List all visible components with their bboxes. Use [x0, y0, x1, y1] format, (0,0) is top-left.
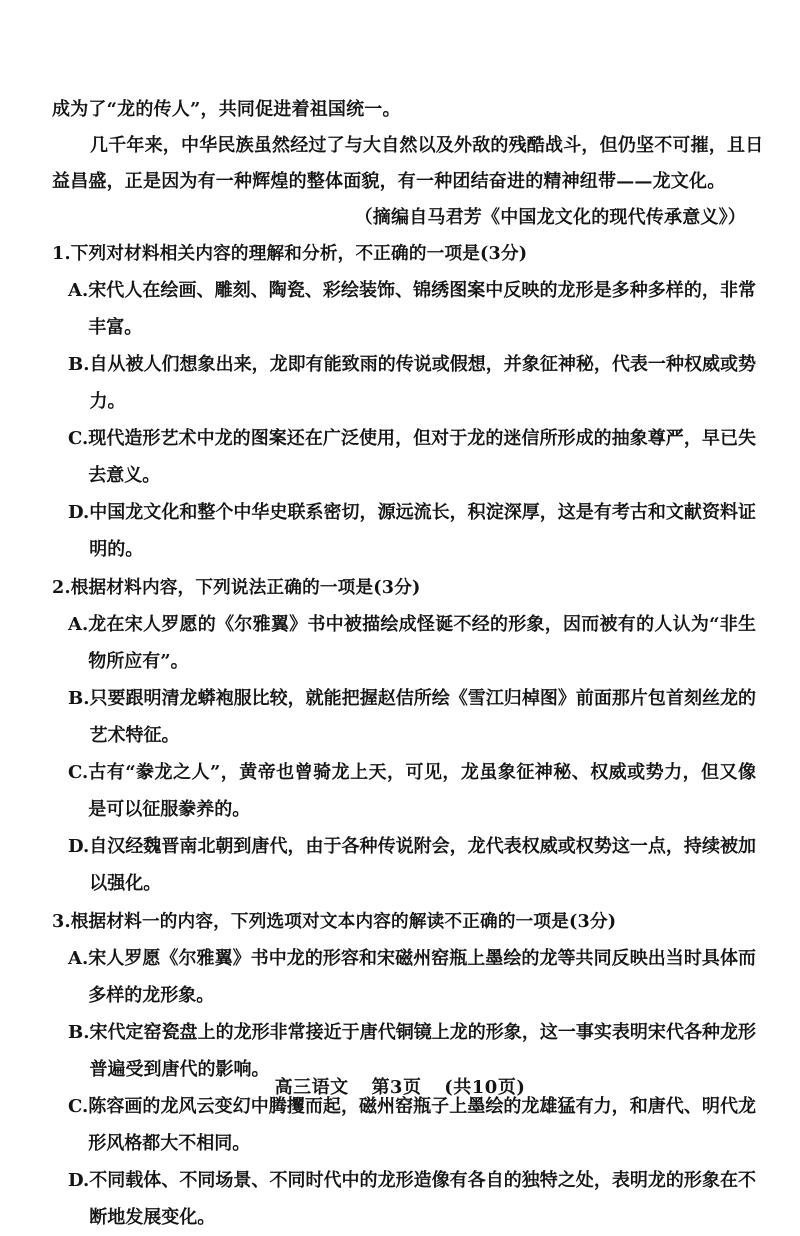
option-text: 自汉经魏晋南北朝到唐代，由于各种传说附会，龙代表权威或权势这一点，持续被加以强化。 [89, 836, 756, 894]
passage-line-1: 成为了“龙的传人”，共同促进着祖国统一。 [52, 99, 401, 120]
question-1-option-a [52, 272, 756, 346]
question-1-option-d [52, 494, 756, 568]
question-1-option-b [52, 346, 756, 420]
passage-line-2: 几千年来，中华民族虽然经过了与大自然以及外敌的残酷战斗，但仍坚不可摧，且日 [90, 135, 764, 156]
option-letter: D. [68, 502, 90, 523]
option-letter: C. [68, 762, 89, 783]
question-3-option-a [52, 940, 756, 1014]
option-text: 宋代人在绘画、雕刻、陶瓷、彩绘装饰、锦绣图案中反映的龙形是多种多样的，非常丰富。 [88, 280, 756, 338]
option-letter: A. [68, 280, 89, 301]
question-2-option-b [52, 680, 756, 754]
question-3-option-d [52, 1162, 756, 1236]
footer-page-number: 第3页 [371, 1077, 422, 1098]
option-letter: B. [68, 354, 90, 375]
page-footer [0, 1073, 800, 1099]
option-text: 古有“豢龙之人”，黄帝也曾骑龙上天，可见，龙虽象征神秘、权威或势力，但又像是可以征服豢养的。 [88, 762, 756, 820]
question-2-option-a [52, 606, 756, 680]
question-1-stem: 1.下列对材料相关内容的理解和分析，不正确的一项是(3分) [52, 243, 528, 264]
option-text: 宋人罗愿《尔雅翼》书中龙的形容和宋磁州窑瓶上墨绘的龙等共同反映出当时具体而多样的龙形象。 [88, 948, 756, 1006]
footer-total-pages: (共10页) [444, 1077, 526, 1098]
question-2-option-c [52, 754, 756, 828]
option-text: 不同载体、不同场景、不同时代中的龙形造像有各自的独特之处，表明龙的形象在不断地发展变化。 [89, 1170, 756, 1228]
option-letter: D. [68, 836, 90, 857]
option-text: 宋代定窑瓷盘上的龙形非常接近于唐代铜镜上龙的形象，这一事实表明宋代各种龙形普遍受到唐代的影响。 [89, 1022, 756, 1080]
option-text: 自从被人们想象出来，龙即有能致雨的传说或假想，并象征神秘，代表一种权威或势力。 [89, 354, 756, 412]
option-letter: B. [68, 688, 90, 709]
question-1-option-c [52, 420, 756, 494]
option-text: 中国龙文化和整个中华史联系密切，源远流长，积淀深厚，这是有考古和文献资料证明的。 [89, 502, 756, 560]
option-text: 现代造形艺术中龙的图案还在广泛使用，但对于龙的迷信所形成的抽象尊严，早已失去意义。 [88, 428, 756, 486]
option-text: 陈容画的龙风云变幻中腾攫而起，磁州窑瓶子上墨绘的龙雄猛有力，和唐代、明代龙形风格都大不相同。 [88, 1096, 756, 1154]
footer-subject: 高三语文 [274, 1077, 349, 1098]
option-letter: B. [68, 1022, 90, 1043]
option-letter: A. [68, 614, 89, 635]
option-letter: A. [68, 948, 89, 969]
option-text: 龙在宋人罗愿的《尔雅翼》书中被描绘成怪诞不经的形象，因而被有的人认为“非生物所应有”。 [88, 614, 756, 672]
option-text: 只要跟明清龙蟒袍服比较，就能把握赵佶所绘《雪江归棹图》前面那片包首刻丝龙的艺术特征。 [89, 688, 756, 746]
question-3-option-c [52, 1088, 756, 1162]
option-letter: C. [68, 1096, 89, 1117]
question-3-stem: 3.根据材料一的内容，下列选项对文本内容的解读不正确的一项是(3分) [52, 911, 617, 932]
question-2-stem: 2.根据材料内容，下列说法正确的一项是(3分) [52, 577, 421, 598]
passage-line-3: 益昌盛，正是因为有一种辉煌的整体面貌，有一种团结奋进的精神纽带——龙文化。 [52, 171, 726, 192]
question-2-option-d [52, 828, 756, 902]
passage-source: （摘编自马君芳《中国龙文化的现代传承意义》） [354, 207, 746, 228]
option-letter: D. [68, 1170, 90, 1191]
option-letter: C. [68, 428, 89, 449]
